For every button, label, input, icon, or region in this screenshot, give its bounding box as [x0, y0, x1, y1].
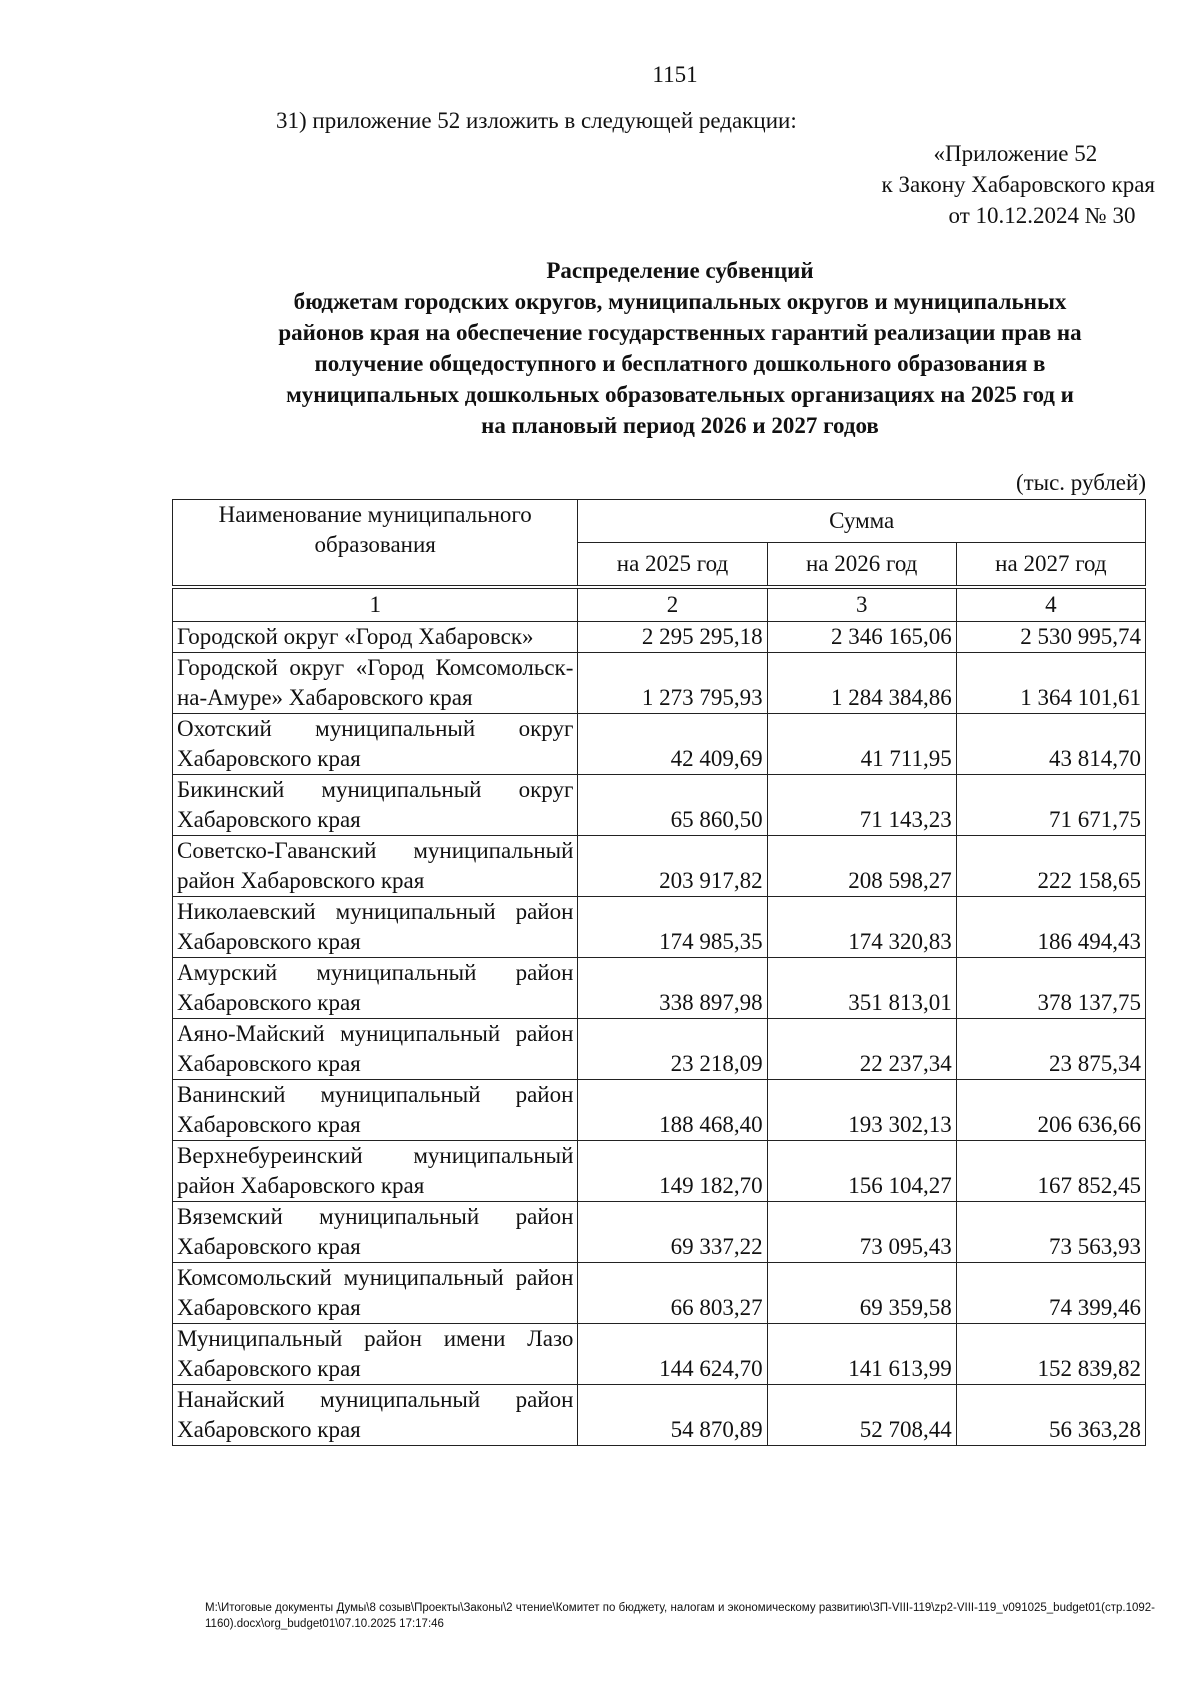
value-2025-cell: 188 468,40 [578, 1080, 767, 1141]
subsidy-table [172, 499, 1146, 1446]
table-row [173, 1385, 1146, 1446]
value-2027-cell: 74 399,46 [956, 1263, 1145, 1324]
value-2025-cell: 2 295 295,18 [578, 622, 767, 653]
value-2026-cell: 71 143,23 [767, 775, 956, 836]
value-2027-cell: 1 364 101,61 [956, 653, 1145, 714]
column-number: 2 [578, 587, 767, 622]
municipality-name-cell: Комсомольский муниципальный район Хабаровского края [173, 1263, 578, 1324]
title-line: Распределение субвенций [546, 258, 814, 283]
value-2026-cell: 69 359,58 [767, 1263, 956, 1324]
column-number: 4 [956, 587, 1145, 622]
municipality-name-cell: Верхнебуреинский муниципальный район Хабаровского края [173, 1141, 578, 1202]
appendix-line-3: от 10.12.2024 № 30 [948, 203, 1136, 228]
value-2025-cell: 69 337,22 [578, 1202, 767, 1263]
value-2027-cell: 73 563,93 [956, 1202, 1145, 1263]
title-line: получение общедоступного и бесплатного дошкольного образования в [314, 351, 1046, 376]
header-year-2027: на 2027 год [956, 543, 1145, 588]
table-row [173, 1324, 1146, 1385]
value-2027-cell: 43 814,70 [956, 714, 1145, 775]
table-row [173, 622, 1146, 653]
value-2025-cell: 203 917,82 [578, 836, 767, 897]
title-line: районов края на обеспечение государственных гарантий реализации прав на [278, 320, 1082, 345]
value-2026-cell: 73 095,43 [767, 1202, 956, 1263]
appendix-line-1: «Приложение 52 [933, 141, 1098, 166]
value-2027-cell: 152 839,82 [956, 1324, 1145, 1385]
municipality-name-cell: Нанайский муниципальный район Хабаровского края [173, 1385, 578, 1446]
value-2025-cell: 23 218,09 [578, 1019, 767, 1080]
column-number-row [173, 587, 1146, 622]
table-row [173, 653, 1146, 714]
table-row [173, 1202, 1146, 1263]
value-2026-cell: 193 302,13 [767, 1080, 956, 1141]
header-sum: Сумма [578, 500, 1146, 543]
value-2025-cell: 54 870,89 [578, 1385, 767, 1446]
value-2026-cell: 22 237,34 [767, 1019, 956, 1080]
table-row [173, 714, 1146, 775]
municipality-name-cell: Аяно-Майский муниципальный район Хабаровского края [173, 1019, 578, 1080]
value-2026-cell: 156 104,27 [767, 1141, 956, 1202]
value-2025-cell: 149 182,70 [578, 1141, 767, 1202]
header-year-2026: на 2026 год [767, 543, 956, 588]
municipality-name-cell: Амурский муниципальный район Хабаровского края [173, 958, 578, 1019]
table-row [173, 1263, 1146, 1324]
value-2027-cell: 206 636,66 [956, 1080, 1145, 1141]
value-2026-cell: 351 813,01 [767, 958, 956, 1019]
value-2026-cell: 141 613,99 [767, 1324, 956, 1385]
amendment-instruction: 31) приложение 52 изложить в следующей редакции: [276, 108, 797, 133]
column-number: 3 [767, 587, 956, 622]
municipality-name-cell: Советско-Гаванский муниципальный район Хабаровского края [173, 836, 578, 897]
municipality-name-cell: Городской округ «Город Хабаровск» [173, 622, 578, 653]
value-2026-cell: 174 320,83 [767, 897, 956, 958]
municipality-name-cell: Муниципальный район имени Лазо Хабаровского края [173, 1324, 578, 1385]
value-2025-cell: 65 860,50 [578, 775, 767, 836]
value-2027-cell: 186 494,43 [956, 897, 1145, 958]
title-line: бюджетам городских округов, муниципальных округов и муниципальных [293, 289, 1067, 314]
municipality-name-cell: Городской округ «Город Комсомольск-на-Амуре» Хабаровского края [173, 653, 578, 714]
municipality-name-cell: Ванинский муниципальный район Хабаровского края [173, 1080, 578, 1141]
page-number: 1151 [652, 62, 698, 87]
table-row [173, 958, 1146, 1019]
value-2025-cell: 144 624,70 [578, 1324, 767, 1385]
value-2025-cell: 42 409,69 [578, 714, 767, 775]
title-line: муниципальных дошкольных образовательных организациях на 2025 год и [286, 382, 1074, 407]
value-2027-cell: 71 671,75 [956, 775, 1145, 836]
municipality-name-cell: Вяземский муниципальный район Хабаровского края [173, 1202, 578, 1263]
municipality-name-cell: Бикинский муниципальный округ Хабаровского края [173, 775, 578, 836]
value-2026-cell: 1 284 384,86 [767, 653, 956, 714]
value-2026-cell: 41 711,95 [767, 714, 956, 775]
value-2025-cell: 66 803,27 [578, 1263, 767, 1324]
municipality-name-cell: Николаевский муниципальный район Хабаровского края [173, 897, 578, 958]
table-row [173, 1141, 1146, 1202]
units-label: (тыс. рублей) [1015, 470, 1146, 495]
value-2027-cell: 222 158,65 [956, 836, 1145, 897]
value-2027-cell: 167 852,45 [956, 1141, 1145, 1202]
value-2027-cell: 56 363,28 [956, 1385, 1145, 1446]
value-2027-cell: 2 530 995,74 [956, 622, 1145, 653]
value-2026-cell: 208 598,27 [767, 836, 956, 897]
value-2026-cell: 2 346 165,06 [767, 622, 956, 653]
appendix-line-2: к Закону Хабаровского края [881, 172, 1155, 197]
header-municipality-name: Наименование муниципального образования [173, 500, 578, 588]
table-row [173, 897, 1146, 958]
table-row [173, 775, 1146, 836]
municipality-name-cell: Охотский муниципальный округ Хабаровского края [173, 714, 578, 775]
value-2027-cell: 23 875,34 [956, 1019, 1145, 1080]
table-row [173, 1019, 1146, 1080]
appendix-reference [882, 138, 1155, 231]
table-row [173, 1080, 1146, 1141]
column-number: 1 [173, 587, 578, 622]
value-2025-cell: 338 897,98 [578, 958, 767, 1019]
value-2025-cell: 174 985,35 [578, 897, 767, 958]
value-2026-cell: 52 708,44 [767, 1385, 956, 1446]
header-year-2025: на 2025 год [578, 543, 767, 588]
value-2027-cell: 378 137,75 [956, 958, 1145, 1019]
table-row [173, 836, 1146, 897]
document-title [200, 255, 1160, 441]
value-2025-cell: 1 273 795,93 [578, 653, 767, 714]
file-path-footer: M:\Итоговые документы Думы\8 созыв\Проекты\Законы\2 чтение\Комитет по бюджету, налогам и экономическому развитию\ЗП-VIII-119\zp2-VIII-119_v091025_budget01(стр.1092-1160).docx\org_budget01\07.10.2025 17:17:46 [205, 1602, 1155, 1630]
title-line: на плановый период 2026 и 2027 годов [481, 413, 879, 438]
